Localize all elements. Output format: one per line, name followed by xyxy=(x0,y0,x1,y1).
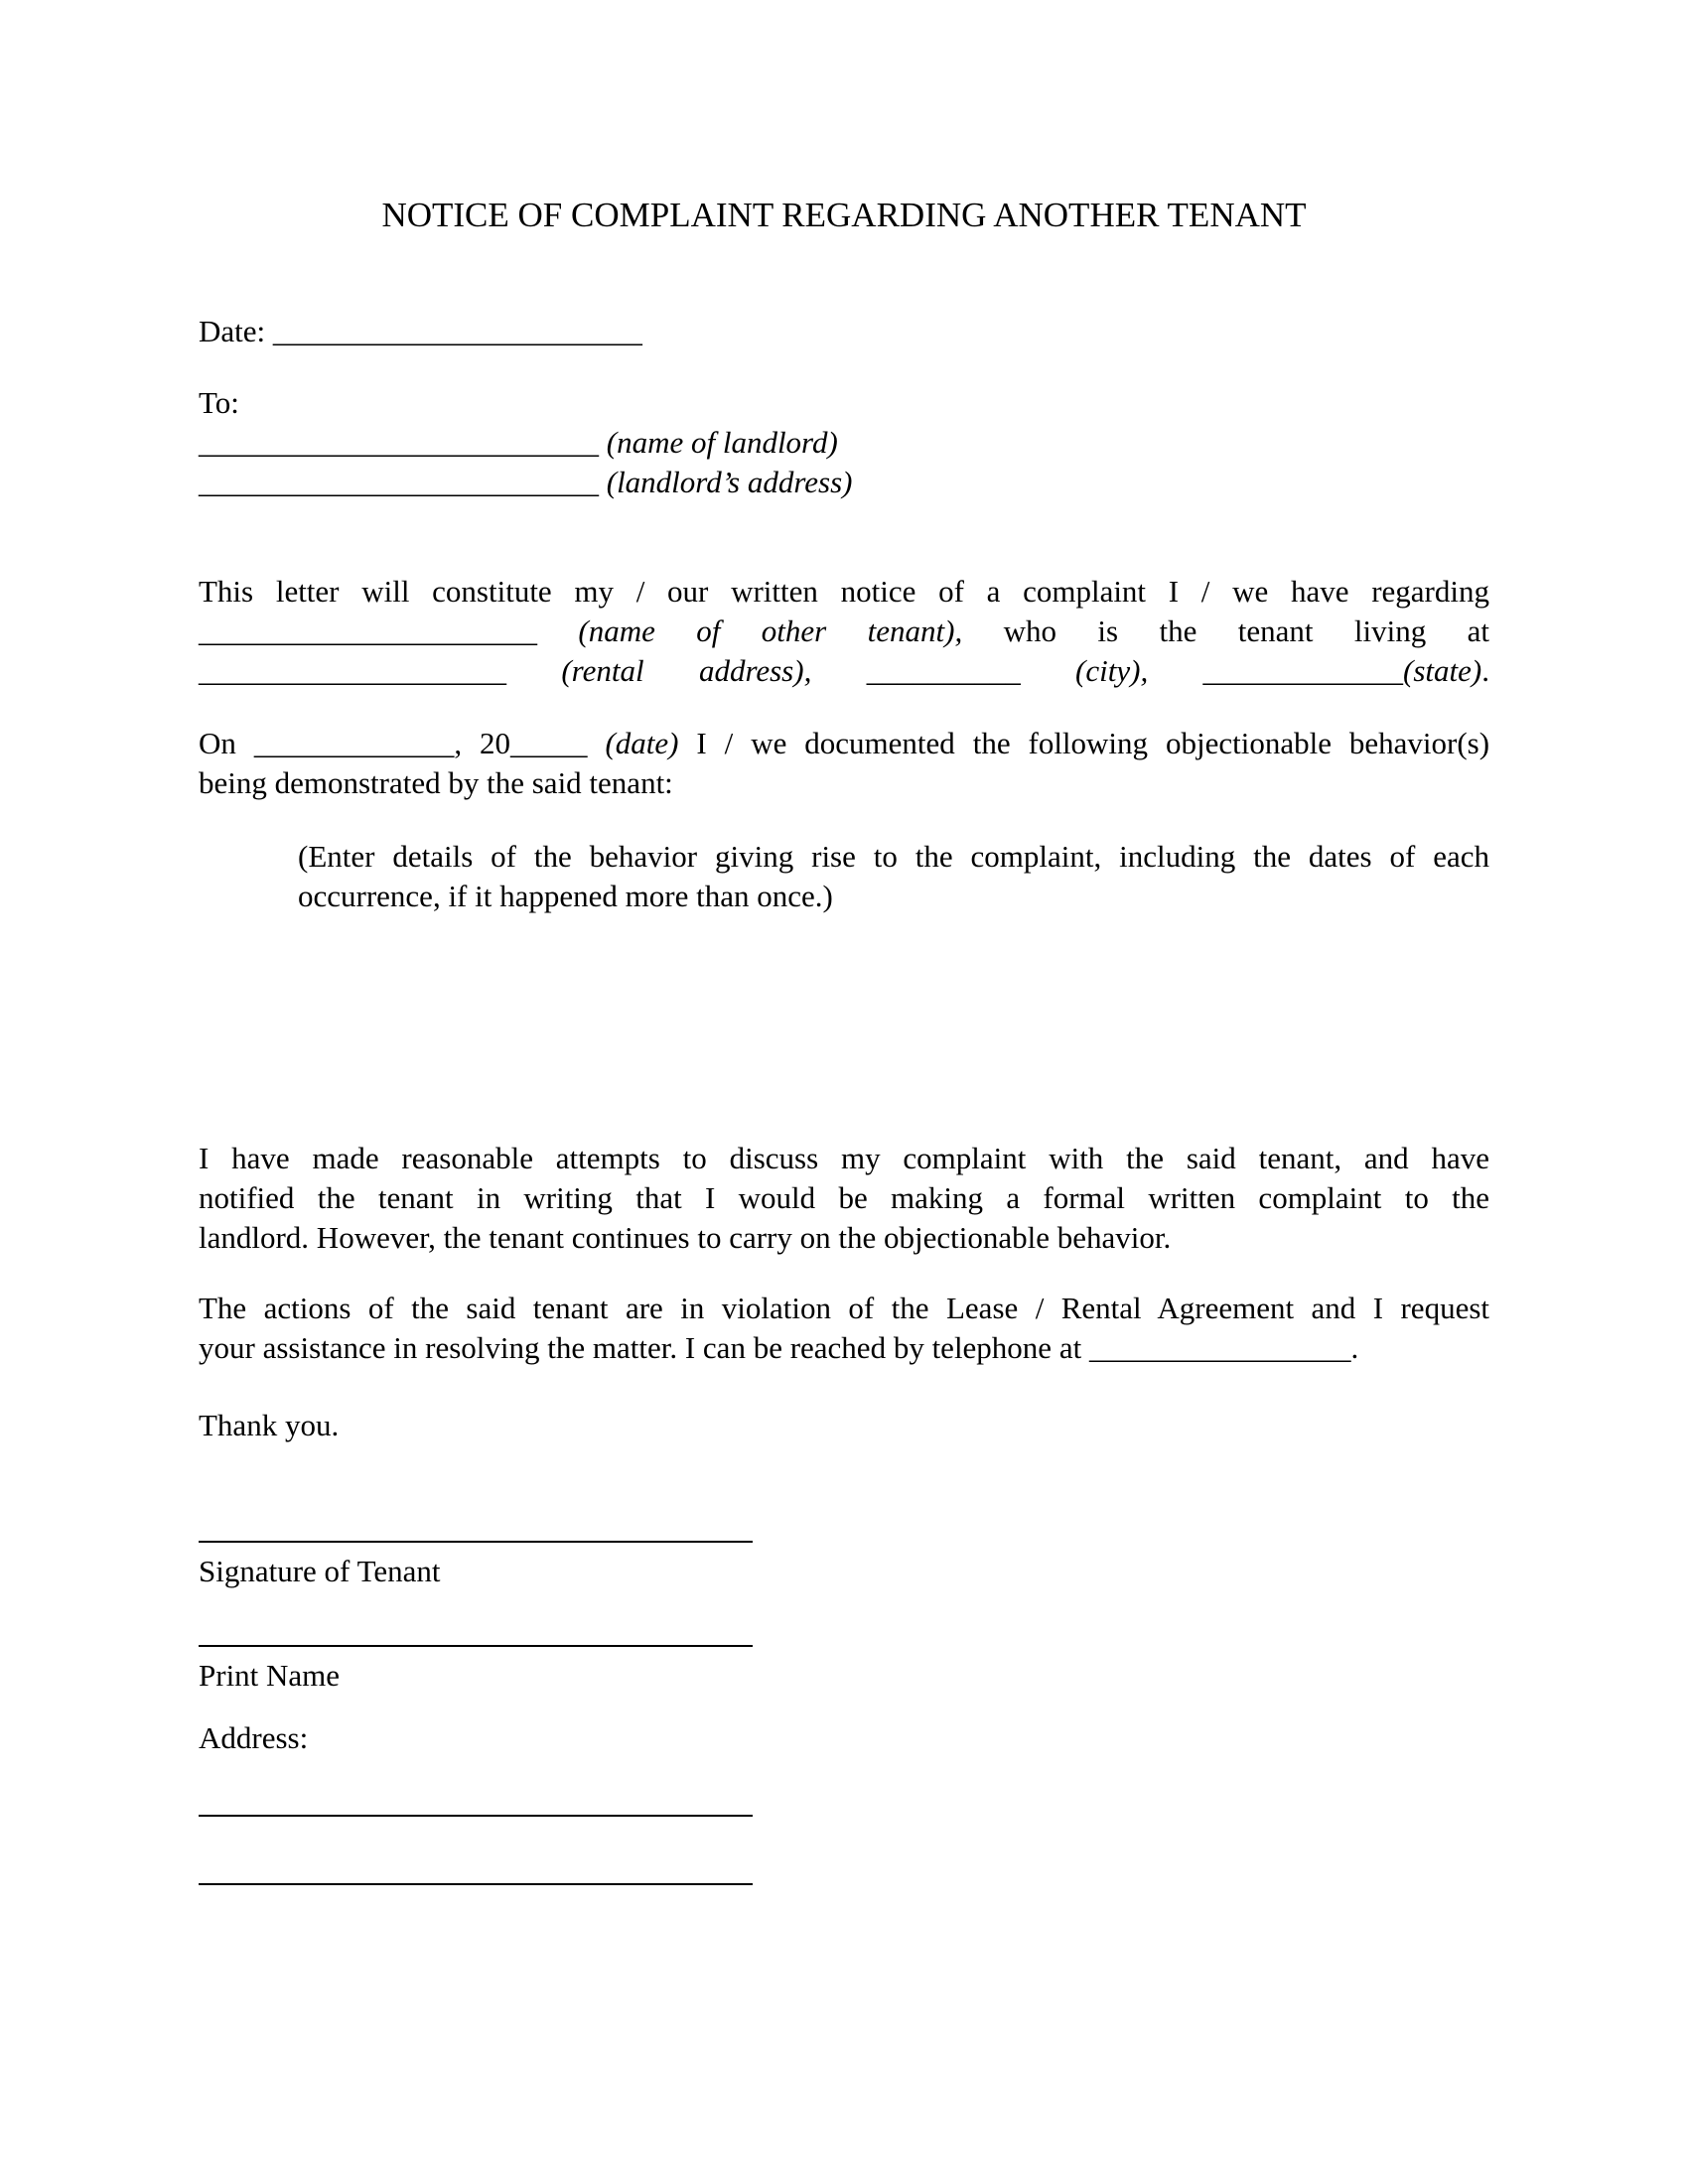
print-name-line xyxy=(199,1645,753,1647)
address-label: Address: xyxy=(199,1720,309,1755)
state-hint: (state) xyxy=(1403,653,1482,688)
date-row xyxy=(199,312,1489,351)
violation-paragraph xyxy=(199,1289,1489,1368)
paragraph-line: I have made reasonable attempts to discuss my complaint with the said tenant, and have xyxy=(199,1141,1489,1175)
paragraph-line: notified the tenant in writing that I would be making a formal written complaint to the xyxy=(199,1180,1489,1215)
paragraph-line xyxy=(199,612,1489,651)
signature-line xyxy=(199,1541,753,1543)
city-hint: (city), xyxy=(1075,653,1149,688)
date-label: Date: xyxy=(199,314,266,348)
paragraph-line: being demonstrated by the said tenant: xyxy=(199,765,673,800)
paragraph-text: who is the tenant living at xyxy=(1003,614,1490,648)
paragraph-text: your assistance in resolving the matter. I can be reached by telephone at xyxy=(199,1330,1082,1365)
address-line-2 xyxy=(199,1883,753,1885)
paragraph-line: landlord. However, the tenant continues to carry on the objectionable behavior. xyxy=(199,1220,1172,1255)
date-hint: (date) xyxy=(605,726,679,760)
print-name-label: Print Name xyxy=(199,1658,341,1693)
paragraph-text: On xyxy=(199,726,236,760)
other-tenant-name-hint: (name of other tenant), xyxy=(578,614,963,648)
recipient-block xyxy=(199,383,1489,502)
landlord-name-row xyxy=(199,423,1489,463)
sentence-period: . xyxy=(1481,653,1489,688)
closing-text: Thank you. xyxy=(199,1408,340,1442)
document-title: NOTICE OF COMPLAINT REGARDING ANOTHER TENANT xyxy=(381,196,1307,234)
other-tenant-name-blank-field: ______________________ xyxy=(199,614,537,648)
landlord-name-blank-field: __________________________ xyxy=(199,425,599,460)
sentence-period: . xyxy=(1350,1330,1359,1365)
landlord-address-blank-field: __________________________ xyxy=(199,465,599,499)
documented-paragraph xyxy=(199,724,1489,803)
paragraph-line xyxy=(199,1328,1489,1368)
rental-address-blank-field: ____________________ xyxy=(199,653,506,688)
signature-label: Signature of Tenant xyxy=(199,1554,441,1588)
city-blank-field: __________ xyxy=(866,653,1021,688)
year-blank-field: 20_____ xyxy=(480,726,588,760)
day-month-blank-field: _____________, xyxy=(253,726,463,760)
rental-address-hint: (rental address), xyxy=(561,653,812,688)
address-line-1 xyxy=(199,1815,753,1817)
landlord-address-row xyxy=(199,463,1489,502)
paragraph-line: occurrence, if it happened more than once.) xyxy=(298,879,833,913)
landlord-address-hint: (landlord’s address) xyxy=(606,465,853,499)
paragraph-line xyxy=(199,724,1489,763)
telephone-blank-field: _________________ xyxy=(1088,1330,1351,1365)
date-blank-field: ________________________ xyxy=(272,314,642,348)
paragraph-text: I / we documented the following objectionable behavior(s) xyxy=(696,726,1490,760)
attempts-paragraph xyxy=(199,1139,1489,1258)
paragraph-line: The actions of the said tenant are in violation of the Lease / Rental Agreement and I request xyxy=(199,1291,1489,1325)
state-blank-field: _____________ xyxy=(1202,653,1404,688)
details-instruction-note xyxy=(298,837,1489,916)
paragraph-line: (Enter details of the behavior giving rise to the complaint, including the dates of each xyxy=(298,839,1489,874)
to-label: To: xyxy=(199,385,239,420)
paragraph-line: This letter will constitute my / our written notice of a complaint I / we have regarding xyxy=(199,574,1489,609)
paragraph-line xyxy=(199,651,1489,691)
landlord-name-hint: (name of landlord) xyxy=(606,425,838,460)
intro-paragraph xyxy=(199,572,1489,691)
